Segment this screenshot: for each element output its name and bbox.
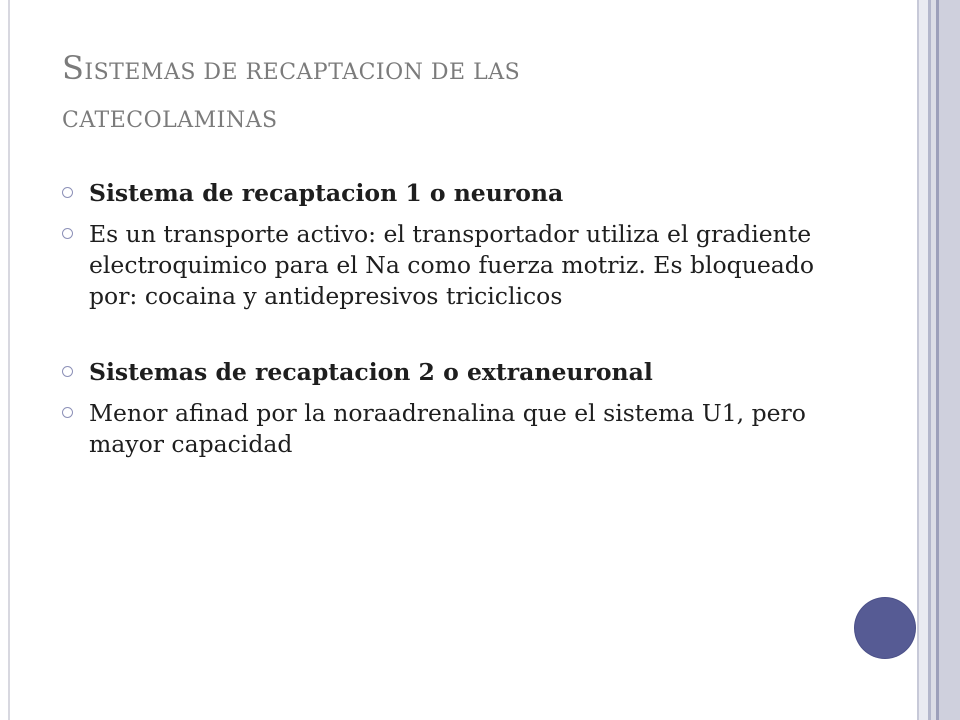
slide-title	[62, 44, 842, 145]
bullet-item	[62, 398, 852, 460]
right-decorative-band	[917, 0, 960, 720]
band-stripe	[919, 0, 928, 720]
bullet-item	[62, 357, 852, 388]
bullet-circle-icon	[62, 187, 73, 198]
slide-content	[62, 178, 852, 470]
accent-circle	[855, 598, 915, 658]
bullet-item	[62, 219, 852, 312]
bullet-text: Menor afinad por la noraadrenalina que el sistema U1, pero mayor capacidad	[89, 399, 806, 458]
bullet-text: Es un transporte activo: el transportador utiliza el gradiente electroquimico para el Na como fuerza motriz. Es bloqueado por: cocaina y antidepresivos triciclicos	[89, 220, 814, 310]
title-line-1	[62, 44, 842, 97]
bullet-text: Sistemas de recaptacion 2 o extraneuronal	[89, 358, 653, 386]
bullet-item	[62, 178, 852, 209]
band-stripe	[939, 0, 960, 720]
title-line-2: CATECOLAMINAS	[62, 108, 278, 133]
bullet-circle-icon	[62, 228, 73, 239]
left-frame-line	[8, 0, 10, 720]
title-first-letter: S	[62, 49, 85, 87]
spacer	[62, 322, 852, 357]
bullet-circle-icon	[62, 407, 73, 418]
bullet-circle-icon	[62, 366, 73, 377]
title-line-1-rest: ISTEMAS DE RECAPTACION DE LAS	[84, 60, 521, 85]
bullet-text: Sistema de recaptacion 1 o neurona	[89, 179, 564, 207]
